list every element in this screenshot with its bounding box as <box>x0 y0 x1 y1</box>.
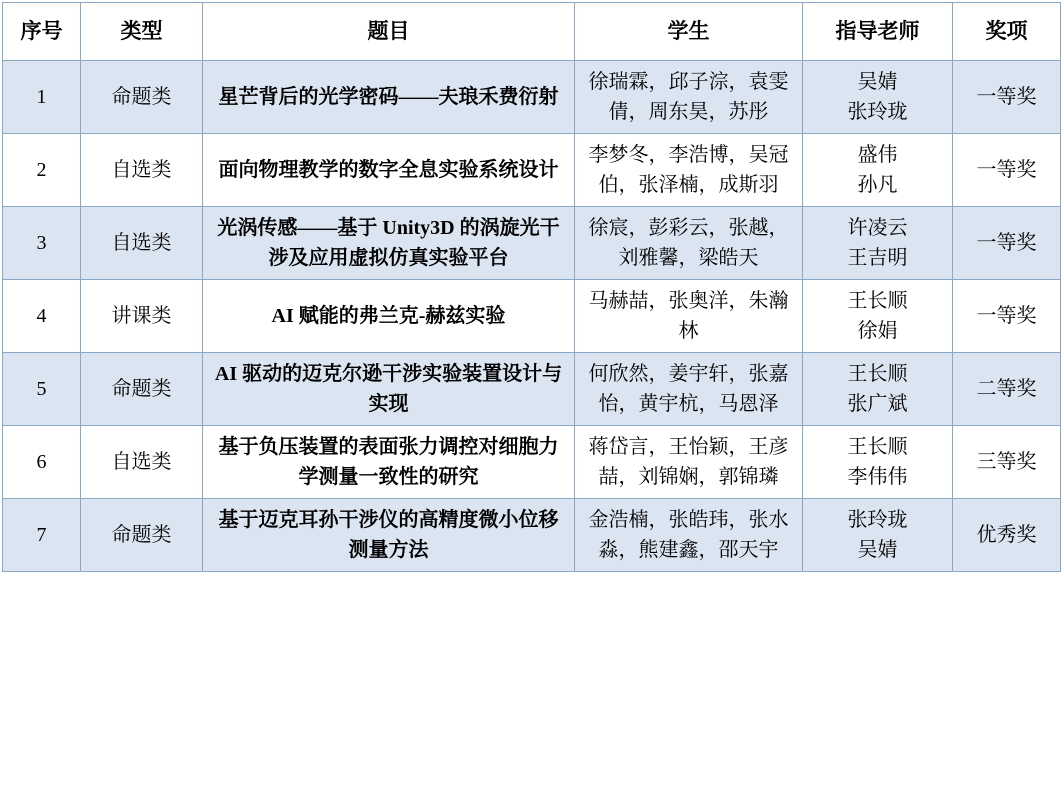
cell-students: 马赫喆，张奥洋，朱瀚林 <box>575 280 803 353</box>
teacher-name: 徐娟 <box>857 320 898 342</box>
cell-type: 命题类 <box>81 61 203 134</box>
column-header-title: 题目 <box>203 3 575 61</box>
teacher-name: 王长顺 <box>847 363 908 385</box>
cell-type: 自选类 <box>81 207 203 280</box>
column-header-type: 类型 <box>81 3 203 61</box>
table-row <box>3 280 1061 353</box>
teacher-name: 孙凡 <box>857 174 898 196</box>
award-table-container <box>0 2 1062 572</box>
column-header-award: 奖项 <box>953 3 1061 61</box>
cell-type: 讲课类 <box>81 280 203 353</box>
cell-award: 一等奖 <box>953 280 1061 353</box>
table-row <box>3 499 1061 572</box>
table-header-row <box>3 3 1061 61</box>
column-header-students: 学生 <box>575 3 803 61</box>
cell-students: 蒋岱言，王怡颖，王彦喆，刘锦娴，郭锦璘 <box>575 426 803 499</box>
cell-title: 基于负压装置的表面张力调控对细胞力学测量一致性的研究 <box>203 426 575 499</box>
table-row <box>3 207 1061 280</box>
table-body <box>3 61 1061 572</box>
cell-teachers <box>803 499 953 572</box>
award-table <box>2 2 1061 572</box>
cell-type: 自选类 <box>81 134 203 207</box>
cell-teachers <box>803 134 953 207</box>
cell-title: AI 驱动的迈克尔逊干涉实验装置设计与实现 <box>203 353 575 426</box>
cell-award: 二等奖 <box>953 353 1061 426</box>
cell-type: 命题类 <box>81 499 203 572</box>
cell-title: AI 赋能的弗兰克-赫兹实验 <box>203 280 575 353</box>
cell-students: 徐宸，彭彩云，张越，刘雅馨，梁皓天 <box>575 207 803 280</box>
cell-teachers <box>803 280 953 353</box>
cell-type: 命题类 <box>81 353 203 426</box>
teacher-name: 王长顺 <box>847 290 908 312</box>
cell-title: 面向物理教学的数字全息实验系统设计 <box>203 134 575 207</box>
cell-no: 7 <box>3 499 81 572</box>
cell-teachers <box>803 207 953 280</box>
cell-title: 光涡传感——基于 Unity3D 的涡旋光干涉及应用虚拟仿真实验平台 <box>203 207 575 280</box>
teacher-name: 王吉明 <box>847 247 908 269</box>
cell-teachers <box>803 353 953 426</box>
cell-award: 一等奖 <box>953 134 1061 207</box>
cell-title: 基于迈克耳孙干涉仪的高精度微小位移测量方法 <box>203 499 575 572</box>
cell-award: 三等奖 <box>953 426 1061 499</box>
cell-students: 金浩楠，张皓玮，张水淼，熊建鑫，邵天宇 <box>575 499 803 572</box>
cell-type: 自选类 <box>81 426 203 499</box>
cell-title: 星芒背后的光学密码——夫琅禾费衍射 <box>203 61 575 134</box>
cell-students: 何欣然，姜宇轩，张嘉怡，黄宇杭，马恩泽 <box>575 353 803 426</box>
cell-teachers <box>803 426 953 499</box>
column-header-teachers: 指导老师 <box>803 3 953 61</box>
cell-no: 6 <box>3 426 81 499</box>
teacher-name: 许凌云 <box>847 217 908 239</box>
table-row <box>3 426 1061 499</box>
table-row <box>3 134 1061 207</box>
teacher-name: 吴婧 <box>857 539 898 561</box>
teacher-name: 张玲珑 <box>847 101 908 123</box>
cell-award: 优秀奖 <box>953 499 1061 572</box>
cell-no: 4 <box>3 280 81 353</box>
teacher-name: 李伟伟 <box>847 466 908 488</box>
teacher-name: 张广斌 <box>847 393 908 415</box>
table-row <box>3 61 1061 134</box>
table-header <box>3 3 1061 61</box>
teacher-name: 王长顺 <box>847 436 908 458</box>
cell-teachers <box>803 61 953 134</box>
table-row <box>3 353 1061 426</box>
cell-students: 李梦冬，李浩博，吴冠伯，张泽楠，成斯羽 <box>575 134 803 207</box>
cell-award: 一等奖 <box>953 61 1061 134</box>
column-header-no: 序号 <box>3 3 81 61</box>
cell-students: 徐瑞霖，邱子淙，袁雯倩，周东昊，苏彤 <box>575 61 803 134</box>
teacher-name: 吴婧 <box>857 71 898 93</box>
cell-no: 5 <box>3 353 81 426</box>
teacher-name: 张玲珑 <box>847 509 908 531</box>
teacher-name: 盛伟 <box>857 144 898 166</box>
cell-no: 3 <box>3 207 81 280</box>
cell-no: 1 <box>3 61 81 134</box>
cell-no: 2 <box>3 134 81 207</box>
cell-award: 一等奖 <box>953 207 1061 280</box>
